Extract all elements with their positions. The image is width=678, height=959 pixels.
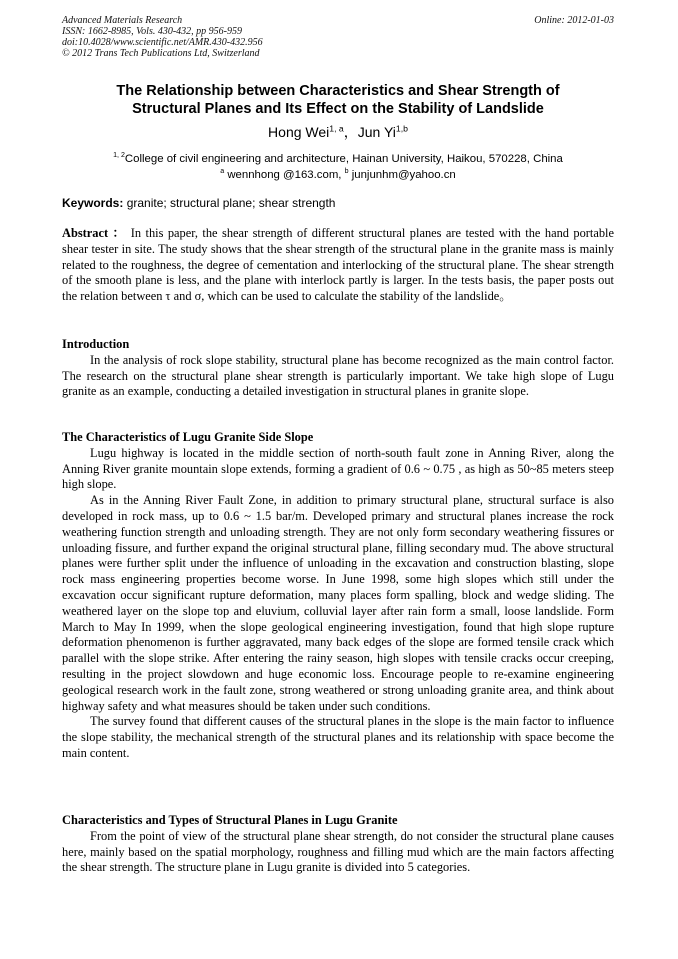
keywords-text: granite; structural plane; shear strength: [123, 196, 336, 210]
email-address[interactable]: wennhong @163.com,: [224, 169, 345, 181]
author-name: Jun Yi: [357, 124, 396, 140]
characteristics-section: [62, 430, 614, 762]
paragraph: In the analysis of rock slope stability, structural plane has become recognized as the main control factor. The research on the structural plane shear strength is particularly important. We take high slope of Lugu granite as an example, conducting a detailed investigation in structural planes in granite slope.: [62, 352, 614, 399]
affiliation: [62, 151, 614, 183]
section-heading: Characteristics and Types of Structural Planes in Lugu Granite: [62, 813, 398, 827]
abstract: [62, 226, 614, 305]
paragraph: The survey found that different causes of the structural planes in the slope is the main factor to influence the slope stability, the mechanical strength of the structural planes and its relationship with space become the main content.: [62, 714, 614, 760]
online-date: Online: 2012-01-03: [534, 15, 614, 26]
keywords-label: Keywords:: [62, 196, 124, 210]
doi-line[interactable]: doi:10.4028/www.scientific.net/AMR.430-432.956: [62, 37, 263, 48]
paragraph: Lugu highway is located in the middle section of north-south fault zone in Anning River, along the Anning River granite mountain slope extends, forming a gradient of 0.6 ~ 0.75 , as high as 50~85 meters steep high slope.: [62, 445, 614, 492]
email-marker: b: [344, 168, 349, 176]
paragraph: From the point of view of the structural plane shear strength, do not consider the structural plane causes here, mainly based on the spatial morphology, roughness and filling mud which are the main factors affecting the shear strength. The structure plane in Lugu granite is divided into 5 categories.: [62, 828, 614, 875]
author-separator: ，: [343, 124, 358, 140]
affiliation-text: College of civil engineering and architecture, Hainan University, Haikou, 570228, China: [124, 153, 563, 165]
copyright-line: © 2012 Trans Tech Publications Ltd, Switzerland: [62, 48, 260, 59]
email-marker: a: [220, 168, 225, 176]
author-affil-marker: 1,b: [395, 123, 408, 134]
author-affil-marker: 1, a: [329, 123, 344, 134]
paragraph: As in the Anning River Fault Zone, in addition to primary structural plane, structural surface is also developed in rock mass, up to 0.6 ~ 1.5 bar/m. Developed primary and structural planes increase the rock weathering function strength and unloading strength. They are not only form secondary weathering fissures or unloading fissure, and further expand the original structural plane, filling secondary mud. The above structural planes were further split under the influence of unloading in the excavation and construction blasting, slope rock mass engineering properties become worse. In June 1998, some high slopes which still under the excavation occur significant rupture deformation, many places form spalling, block and wedge sliding. The weathered layer on the slope top and eluvium, colluvial layer after rain form a small, loose landslide. Form March to May In 1999, when the slope geological engineering investigation, found that high slope rupture deformation phenomenon is further aggravated, many back edges of the slope are formed tensile crack which parallel with the slope strike. After entering the rainy season, high slopes with tensile cracks occur creeping, resulting in the project slowdown and huge economic loss. Encourage people to re-examine engineering geological research work in the fault zone, strong weathered or strong unloading granite area, and think about highway safety and what measures should be taken under such conditions.: [62, 493, 614, 713]
introduction-section: [62, 337, 614, 400]
abstract-text: In this paper, the shear strength of different structural planes are tested with the hand portable shear tester in site. The study shows that the shear strength of the structural plane in the granite mass is mainly related to the roughness, the degree of cementation and interlocking of the structural plane. The shear strength of the smooth plane is less, and the plane with interlock partly is larger. In the tests basis, the paper posts out the relation between τ and σ, which can be used to calculate the stability of the landslide。: [62, 226, 614, 304]
journal-name: Advanced Materials Research: [62, 15, 183, 26]
email-line: [62, 167, 614, 183]
title-line-2: Structural Planes and Its Effect on the Stability of Landslide: [132, 101, 544, 117]
affiliation-line: [62, 151, 614, 167]
issn-line: ISSN: 1662-8985, Vols. 430-432, pp 956-959: [62, 26, 242, 37]
email-address[interactable]: junjunhm@yahoo.cn: [348, 169, 456, 181]
author-list: [62, 123, 614, 141]
section-heading: Introduction: [62, 337, 130, 351]
title-line-1: The Relationship between Characteristics and Shear Strength of: [116, 83, 560, 99]
types-section: [62, 813, 614, 876]
author-name: Hong Wei: [268, 124, 330, 140]
affiliation-marker: 1, 2: [113, 152, 125, 160]
keywords: [62, 196, 614, 211]
section-heading: The Characteristics of Lugu Granite Side Slope: [62, 430, 314, 444]
journal-header: [62, 15, 263, 59]
abstract-label: Abstract ：: [62, 226, 127, 240]
paper-title: [62, 82, 614, 118]
